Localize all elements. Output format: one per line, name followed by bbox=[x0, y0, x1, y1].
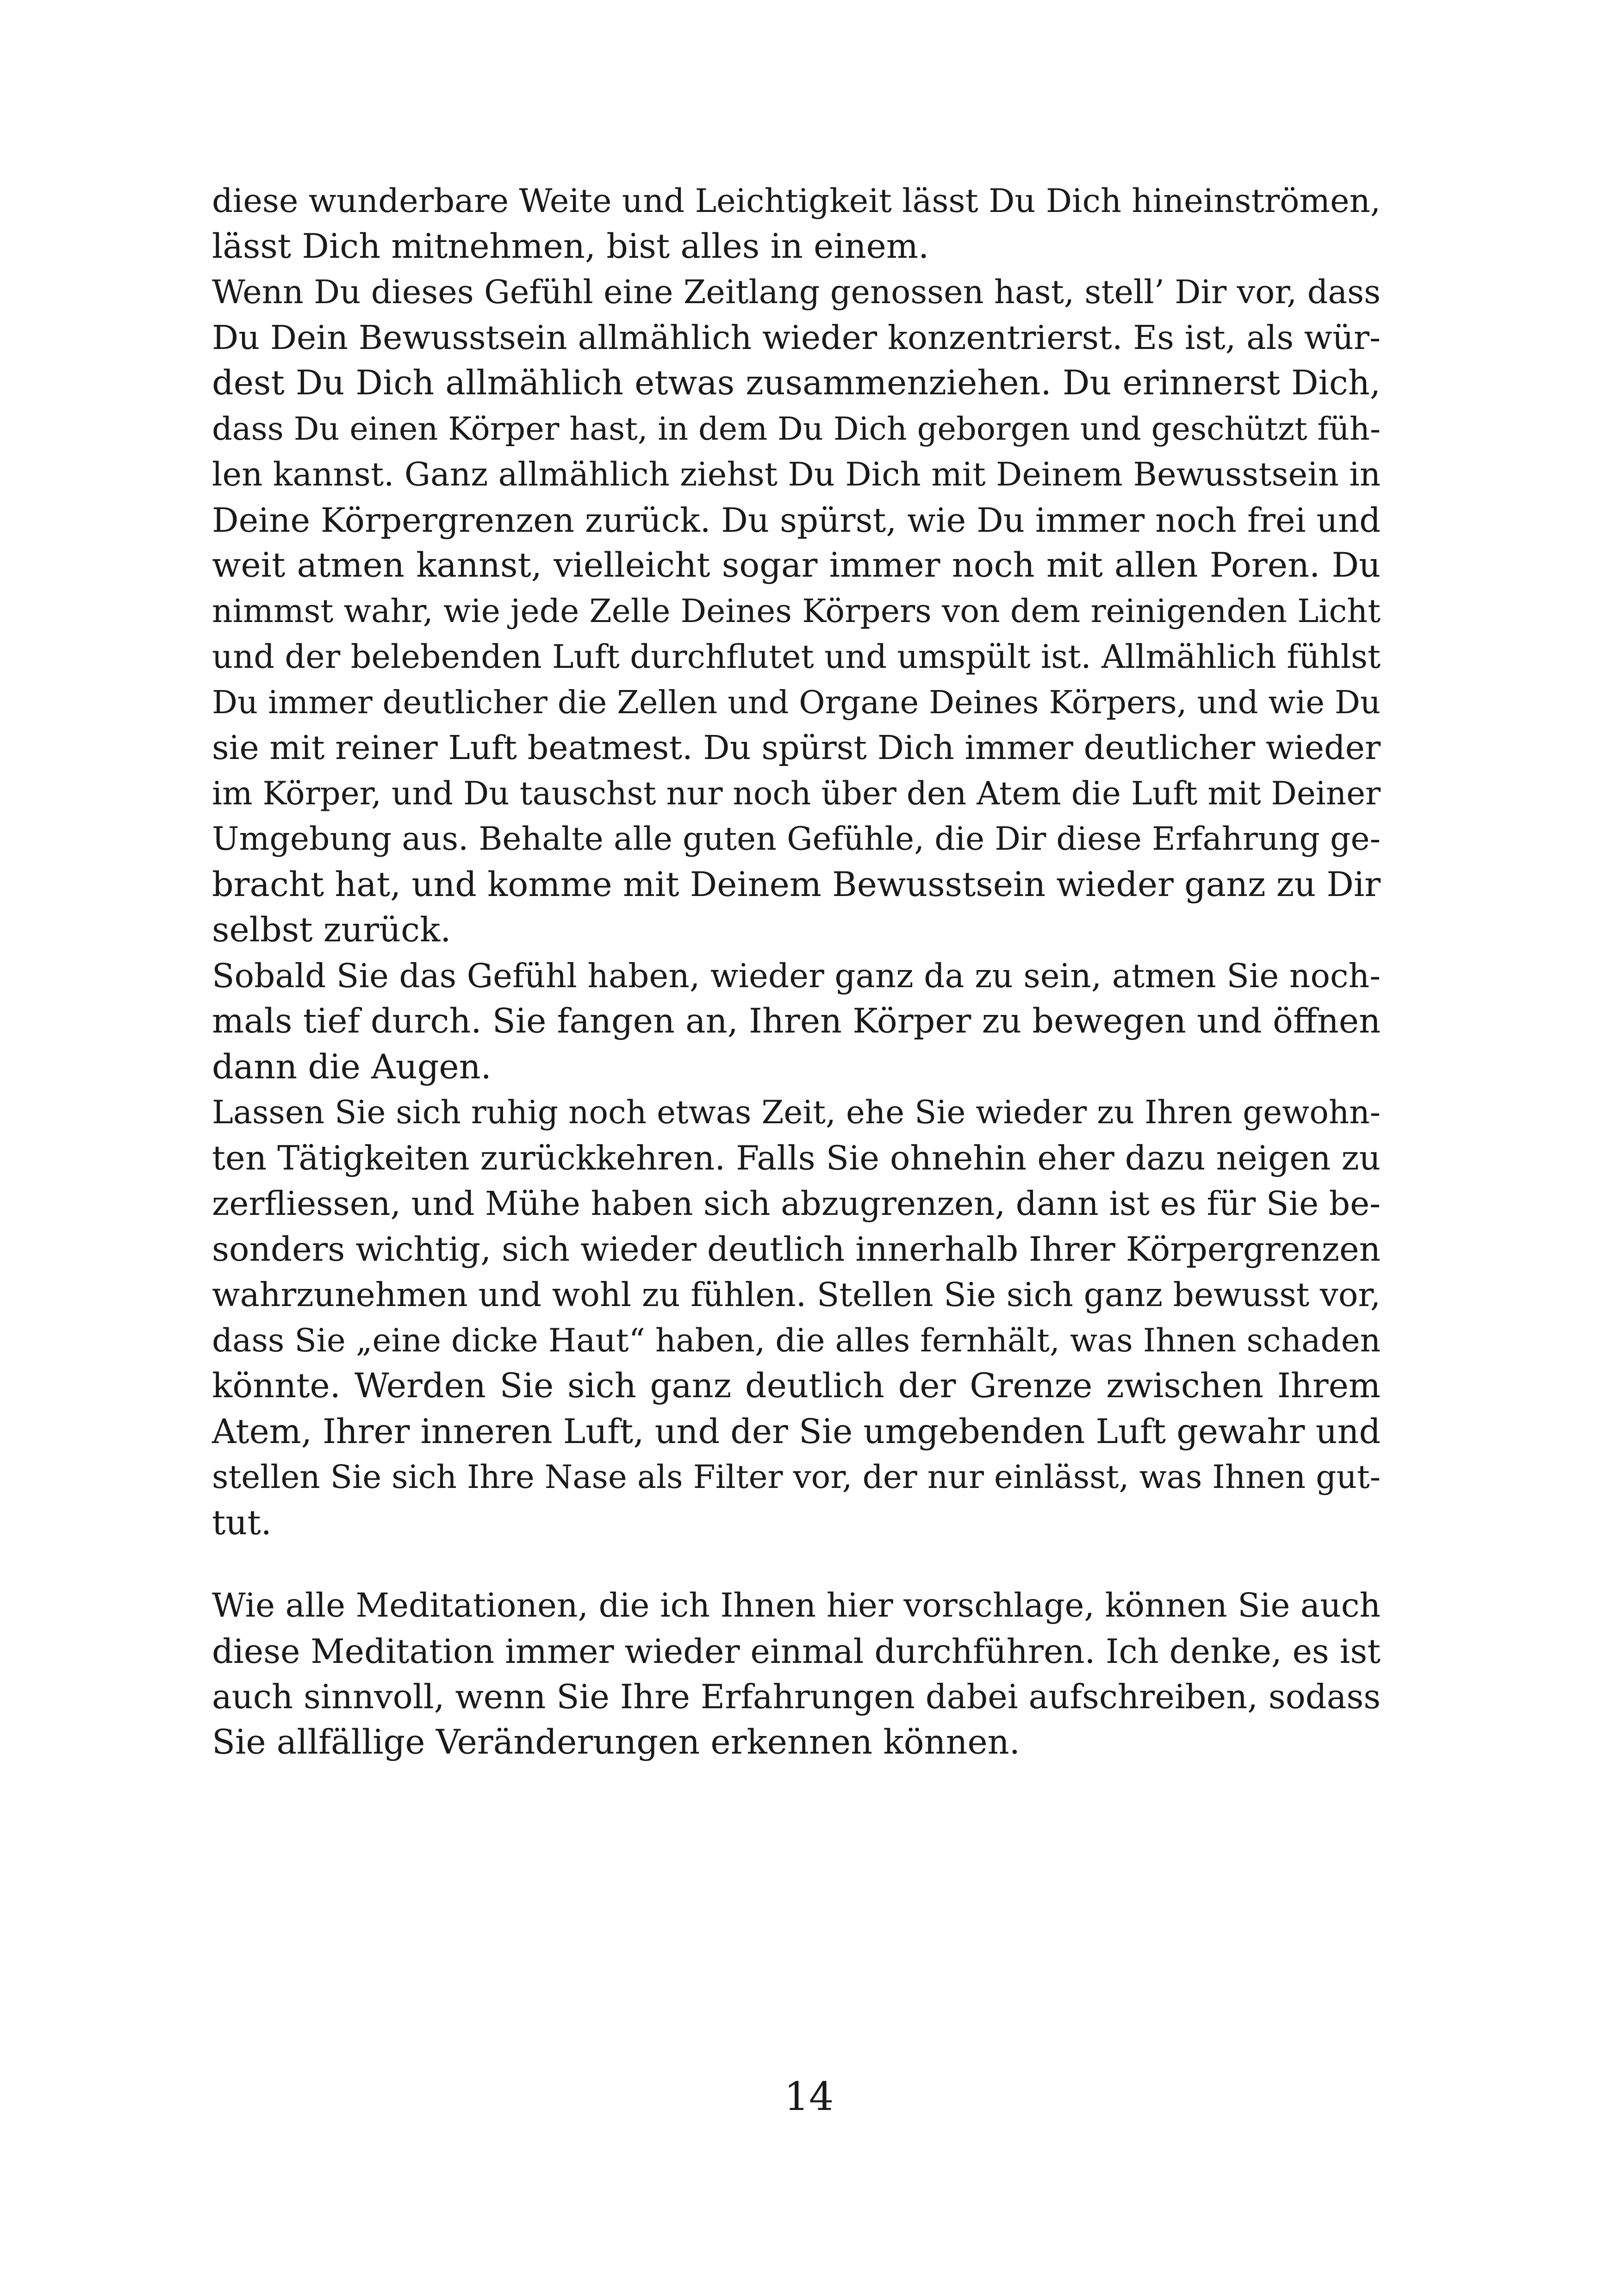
body-text-closing bbox=[212, 1583, 1381, 1765]
paragraph bbox=[212, 178, 1381, 269]
text-line: tut. bbox=[212, 1503, 272, 1543]
text-line: Du immer deutlicher die Zellen und Organe Deines Körpers, und wie Du bbox=[212, 684, 1381, 721]
text-line: dass Sie „eine dicke Haut“ haben, die alles fernhält, was Ihnen schaden bbox=[212, 1322, 1381, 1359]
text-line: Du Dein Bewusstsein allmählich wieder konzentrierst. Es ist, als wür- bbox=[212, 318, 1381, 357]
text-line: diese Meditation immer wieder einmal durchführen. Ich denke, es ist bbox=[212, 1631, 1381, 1671]
text-line: weit atmen kannst, vielleicht sogar immer noch mit allen Poren. Du bbox=[212, 546, 1381, 585]
text-line: ten Tätigkeiten zurückkehren. Falls Sie ohnehin eher dazu neigen zu bbox=[212, 1139, 1381, 1178]
text-line: nimmst wahr, wie jede Zelle Deines Körpers von dem reinigenden Licht bbox=[212, 592, 1381, 630]
text-line: diese wunderbare Weite und Leichtigkeit lässt Du Dich hineinströmen, bbox=[212, 182, 1381, 220]
text-line: selbst zurück. bbox=[212, 910, 451, 950]
page-number: 14 bbox=[784, 2074, 834, 2119]
text-line: dann die Augen. bbox=[212, 1047, 492, 1087]
text-line: stellen Sie sich Ihre Nase als Filter vor, der nur einlässt, was Ihnen gut- bbox=[212, 1459, 1381, 1496]
paragraph bbox=[212, 953, 1381, 1090]
body-text-main bbox=[212, 178, 1381, 1546]
text-line: sonders wichtig, sich wieder deutlich innerhalb Ihrer Körpergrenzen bbox=[212, 1230, 1381, 1269]
text-line: wahrzunehmen und wohl zu fühlen. Stellen Sie sich ganz bewusst vor, bbox=[212, 1276, 1381, 1314]
text-line: Lassen Sie sich ruhig noch etwas Zeit, ehe Sie wieder zu Ihren gewohn- bbox=[212, 1094, 1381, 1131]
text-line: könnte. Werden Sie sich ganz deutlich der Grenze zwischen Ihrem bbox=[212, 1366, 1381, 1406]
text-line: auch sinnvoll, wenn Sie Ihre Erfahrungen dabei aufschreiben, sodass bbox=[212, 1677, 1381, 1716]
paragraph bbox=[212, 1583, 1381, 1765]
text-line: im Körper, und Du tauschst nur noch über den Atem die Luft mit Deiner bbox=[212, 775, 1381, 812]
text-line: dass Du einen Körper hast, in dem Du Dich geborgen und geschützt füh- bbox=[212, 410, 1381, 448]
text-line: Wenn Du dieses Gefühl eine Zeitlang genossen hast, stell’ Dir vor, dass bbox=[212, 273, 1381, 311]
text-line: Wie alle Meditationen, die ich Ihnen hier vorschlage, können Sie auch bbox=[212, 1586, 1381, 1624]
text-line: bracht hat, und komme mit Deinem Bewusstsein wieder ganz zu Dir bbox=[212, 865, 1381, 904]
text-line: Atem, Ihrer inneren Luft, und der Sie umgebenden Luft gewahr und bbox=[212, 1412, 1381, 1451]
text-line: lässt Dich mitnehmen, bist alles in einem. bbox=[212, 226, 929, 266]
text-line: mals tief durch. Sie fangen an, Ihren Körper zu bewegen und öffnen bbox=[212, 1002, 1381, 1041]
text-line: Deine Körpergrenzen zurück. Du spürst, wie Du immer noch frei und bbox=[212, 500, 1381, 540]
text-line: Sobald Sie das Gefühl haben, wieder ganz da zu sein, atmen Sie noch- bbox=[212, 956, 1381, 995]
text-line: Sie allfällige Veränderungen erkennen können. bbox=[212, 1722, 1020, 1762]
paragraph bbox=[212, 1090, 1381, 1546]
text-line: len kannst. Ganz allmählich ziehst Du Dich mit Deinem Bewusstsein in bbox=[212, 455, 1381, 493]
text-line: zerfliessen, und Mühe haben sich abzugrenzen, dann ist es für Sie be- bbox=[212, 1184, 1381, 1223]
text-line: Umgebung aus. Behalte alle guten Gefühle, die Dir diese Erfahrung ge- bbox=[212, 821, 1381, 858]
text-line: und der belebenden Luft durchflutet und umspült ist. Allmählich fühlst bbox=[212, 638, 1381, 676]
paragraph bbox=[212, 269, 1381, 953]
text-line: dest Du Dich allmählich etwas zusammenziehen. Du erinnerst Dich, bbox=[212, 363, 1381, 403]
text-line: sie mit reiner Luft beatmest. Du spürst Dich immer deutlicher wieder bbox=[212, 728, 1381, 767]
